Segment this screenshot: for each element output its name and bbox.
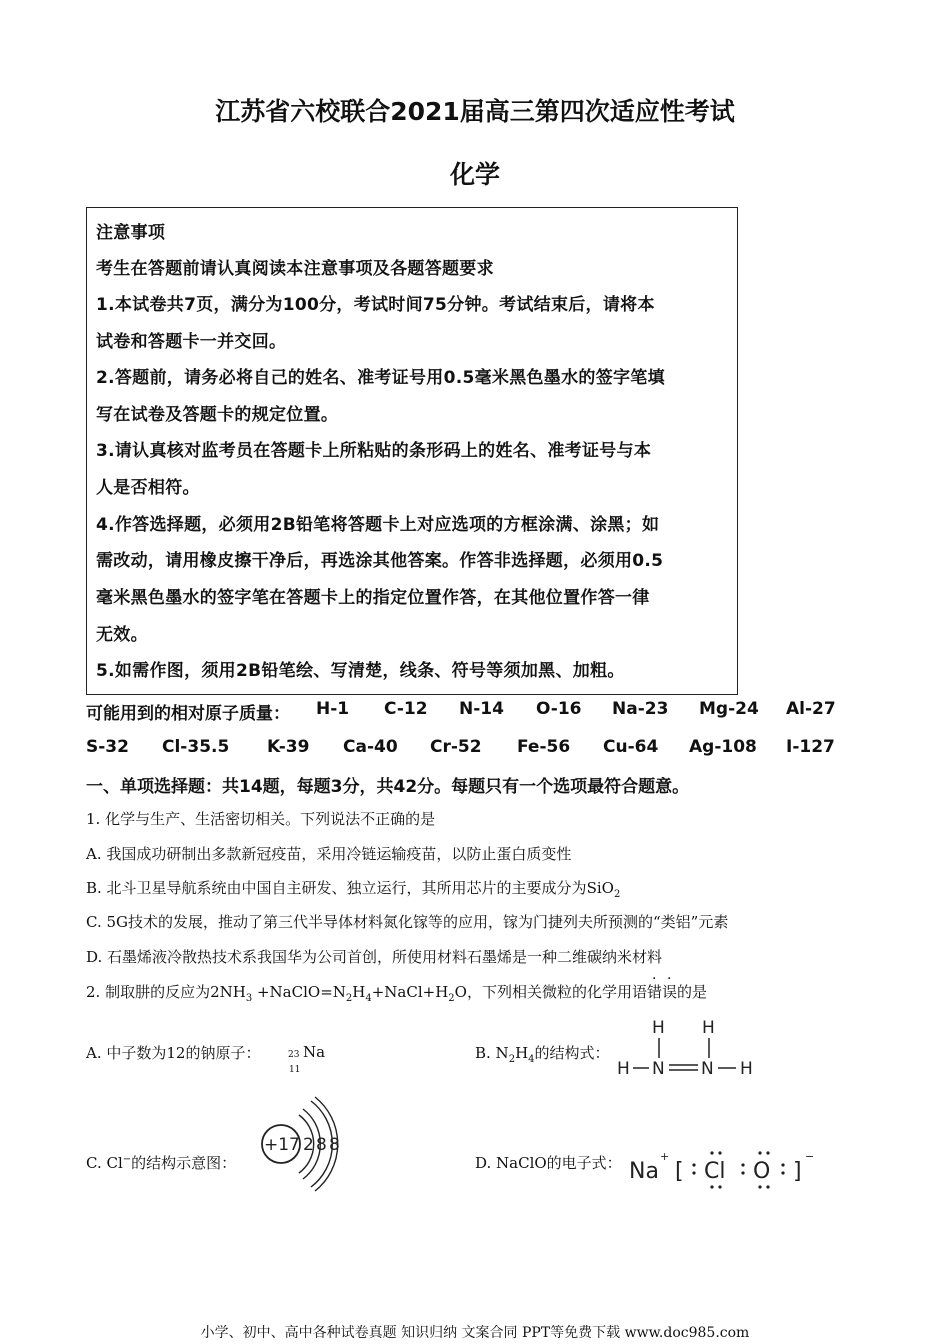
electron-dot: [710, 1185, 713, 1188]
shell-electron-count: 8: [329, 1135, 340, 1155]
question-1-option-b: B. 北斗卫星导航系统由中国自主研发、独立运行，其所用芯片的主要成分为SiO$_2$: [86, 879, 621, 900]
notice-line: 1.本试卷共7页，满分为100分，考试时间75分钟。考试结束后，请将本: [96, 295, 655, 315]
isotope-symbol: Na: [303, 1043, 326, 1061]
electron-dot: [710, 1151, 713, 1154]
notice-line: 2.答题前，请务必将自己的姓名、准考证号用0.5毫米黑色墨水的签字笔填: [96, 368, 665, 388]
edot-bracket-right: ]: [793, 1159, 802, 1184]
question-1-stem: 1. 化学与生产、生活密切相关。下列说法不正确的是: [86, 810, 436, 828]
atomic-mass: K-39: [267, 737, 310, 757]
electron-dot: [781, 1171, 784, 1174]
isotope-mass-number: 23: [288, 1050, 300, 1060]
notice-line: 3.请认真核对监考员在答题卡上所粘贴的条形码上的姓名、准考证号与本: [96, 441, 652, 461]
notice-line: 人是否相符。: [96, 478, 200, 498]
atomic-mass: Al-27: [786, 699, 836, 719]
question-2-option-b: B. $N_2H_4$的结构式：: [475, 1044, 610, 1065]
emphasis-char: 错: [646, 983, 662, 1001]
electron-dot: [758, 1185, 761, 1188]
electron-dot: [718, 1185, 721, 1188]
question-1-option-c: C. 5G技术的发展，推动了第三代半导体材料氮化镓等的应用，镓为门捷列夫所预测的“类铝”元素: [86, 913, 729, 931]
notice-line: 试卷和答题卡一并交回。: [96, 332, 287, 352]
question-2-option-a: A. 中子数为12的钠原子：: [86, 1044, 261, 1062]
atomic-mass: C-12: [384, 699, 428, 719]
question-1-option-a: A. 我国成功研制出多款新冠疫苗，采用冷链运输疫苗，以防止蛋白质变性: [86, 845, 572, 863]
subject-title: 化学: [449, 160, 500, 189]
notice-line: 4.作答选择题，必须用2B铅笔将答题卡上对应选项的方框涂满、涂黑；如: [96, 515, 660, 535]
shell-electron-count: 2: [303, 1135, 314, 1155]
electron-dot: [718, 1151, 721, 1154]
emphasis-char: 误: [662, 983, 678, 1001]
atomic-mass-label: 可能用到的相对原子质量：: [86, 704, 290, 724]
atomic-mass: Ca-40: [343, 737, 398, 757]
electron-dot: [781, 1163, 784, 1166]
atomic-mass: Cu-64: [603, 737, 659, 757]
atomic-mass: S-32: [86, 737, 129, 757]
nucleus-charge: +17: [264, 1135, 300, 1155]
notice-heading: 注意事项: [96, 223, 166, 243]
chloride-ion-structure-diagram: [255, 1087, 355, 1195]
struct-atom-h: H: [652, 1018, 665, 1038]
atomic-mass: H-1: [316, 699, 350, 719]
atomic-mass: I-127: [786, 737, 835, 757]
notice-line: 需改动，请用橡皮擦干净后，再选涂其他答案。作答非选择题，必须用0.5: [96, 551, 664, 571]
edot-atom-o: O: [753, 1159, 771, 1184]
hydrazine-structure-diagram: [612, 1014, 762, 1080]
edot-atom-na: Na: [629, 1159, 659, 1184]
electron-dot: [741, 1171, 744, 1174]
struct-atom-n: N: [652, 1059, 665, 1079]
notice-line: 写在试卷及答题卡的规定位置。: [96, 405, 339, 425]
edot-charge-minus: −: [805, 1150, 815, 1163]
question-2-stem: 2. 制取肼的反应为$2NH_3$ $+NaClO=N_2H_4+NaCl+H_2O$，下列相关微粒的化学用语错误的是: [86, 983, 708, 1004]
electron-dot: [692, 1163, 695, 1166]
naclo-electron-formula: [625, 1140, 820, 1200]
edot-bracket-left: [: [675, 1159, 684, 1184]
notice-line: 无效。: [96, 625, 148, 645]
electron-dot: [741, 1163, 744, 1166]
atomic-mass: Cr-52: [430, 737, 482, 757]
electron-dot: [692, 1171, 695, 1174]
edot-atom-cl: Cl: [704, 1159, 726, 1184]
question-1-option-d: D. 石墨烯液冷散热技术系我国华为公司首创，所使用材料石墨烯是一种二维碳纳米材料: [86, 948, 663, 966]
atomic-mass: O-16: [536, 699, 582, 719]
isotope-atomic-number: 11: [289, 1065, 301, 1075]
atomic-mass: N-14: [459, 699, 504, 719]
notice-line: 5.如需作图，须用2B铅笔绘、写清楚，线条、符号等须加黑、加粗。: [96, 661, 625, 681]
page-title: 江苏省六校联合2021届高三第四次适应性考试: [215, 97, 735, 126]
section-heading: 一、单项选择题：共14题，每题3分，共42分。每题只有一个选项最符合题意。: [86, 777, 690, 797]
edot-charge-plus: +: [660, 1150, 670, 1163]
atomic-mass: Cl-35.5: [162, 737, 230, 757]
question-2-option-c: C. Cl−的结构示意图：: [86, 1154, 237, 1172]
page-footer: 小学、初中、高中各种试卷真题 知识归纳 文案合同 PPT等免费下载 www.doc985.com: [200, 1325, 750, 1341]
question-2-option-d: D. NaClO的电子式：: [475, 1154, 622, 1172]
electron-dot: [766, 1151, 769, 1154]
electron-dot: [758, 1151, 761, 1154]
atomic-mass: Fe-56: [517, 737, 571, 757]
struct-atom-h: H: [740, 1059, 753, 1079]
struct-atom-h: H: [617, 1059, 630, 1079]
electron-dot: [766, 1185, 769, 1188]
atomic-mass: Mg-24: [699, 699, 759, 719]
struct-atom-n: N: [701, 1059, 714, 1079]
notice-line: 毫米黑色墨水的签字笔在答题卡上的指定位置作答，在其他位置作答一律: [96, 588, 650, 608]
notice-intro: 考生在答题前请认真阅读本注意事项及各题答题要求: [96, 259, 494, 279]
atomic-mass: Na-23: [612, 699, 669, 719]
atomic-mass: Ag-108: [689, 737, 757, 757]
shell-electron-count: 8: [316, 1135, 327, 1155]
struct-atom-h: H: [702, 1018, 715, 1038]
